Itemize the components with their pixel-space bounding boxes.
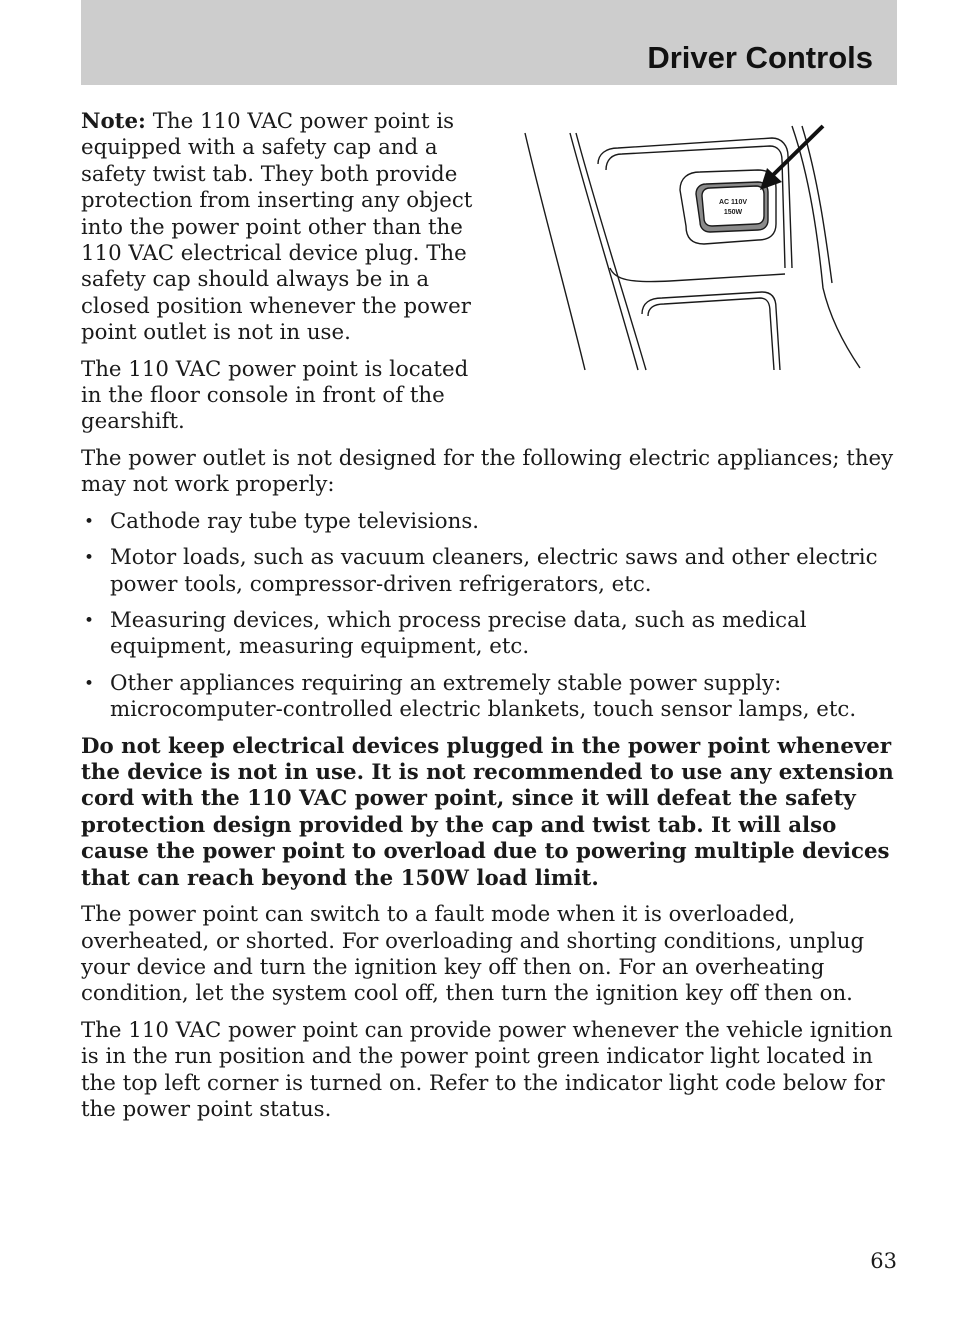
bullet-icon: • [84, 673, 95, 694]
power-point-illustration [520, 118, 865, 380]
intro-column [81, 109, 489, 446]
note-paragraph [81, 109, 489, 347]
provide-power-paragraph: The 110 VAC power point can provide power whenever the vehicle ignition is in the run position and the power point green indicator light located in the top left corner is turned on. Refer to the indicator light code below for the power point status. [81, 1017, 893, 1122]
appliance-list [81, 509, 897, 724]
list-item: • Other appliances requiring an extremely stable power supply: microcomputer-controlled electric blankets, touch sensor lamps, etc. [84, 670, 857, 723]
page-title: Driver Controls [647, 40, 873, 75]
note-text: The 110 VAC power point is equipped with a safety cap and a safety twist tab. They both provide protection from inserting any object into the power point other than the 110 VAC electrical device plug. The safety cap should always be in a closed position whenever the power point outlet is not in use. [81, 109, 473, 346]
fault-mode-paragraph: The power point can switch to a fault mode when it is overloaded, overheated, or shorted. For overloading and shorting conditions, unplug your device and turn the ignition key off then on. For an overheating condition, let the system cool off, then turn the ignition key off then on. [81, 902, 865, 1007]
header-bar [81, 0, 897, 85]
bullet-icon: • [84, 511, 95, 532]
note-label: Note: [81, 109, 146, 134]
location-paragraph: The 110 VAC power point is located in the floor console in front of the gearshift. [81, 356, 469, 435]
list-item: • Motor loads, such as vacuum cleaners, electric saws and other electric power tools, compressor-driven refrigerators, etc. [84, 545, 878, 597]
bullet-icon: • [84, 548, 95, 569]
bullet-icon: • [84, 611, 95, 632]
outlet-label-line1: AC 110V [718, 199, 748, 206]
not-designed-paragraph: The power outlet is not designed for the following electric appliances; they may not work properly: [81, 446, 894, 498]
warning-paragraph: Do not keep electrical devices plugged in the power point whenever the device is not in use. It is not recommended to use any extension cord with the 110 VAC power point, since it will defeat the safety protection design provided by the cap and twist tab. It will also cause the power point to overload due to powering multiple devices that can reach beyond the 150W load limit. [81, 733, 894, 891]
list-item: • Measuring devices, which process precise data, such as medical equipment, measuring equipment, etc. [84, 608, 807, 660]
pointer-arrow-icon [760, 126, 823, 190]
list-item: • Cathode ray tube type televisions. [84, 508, 480, 534]
main-body [81, 446, 897, 1133]
outlet-label-line2: 150W [723, 209, 743, 216]
page-number: 63 [870, 1249, 897, 1273]
